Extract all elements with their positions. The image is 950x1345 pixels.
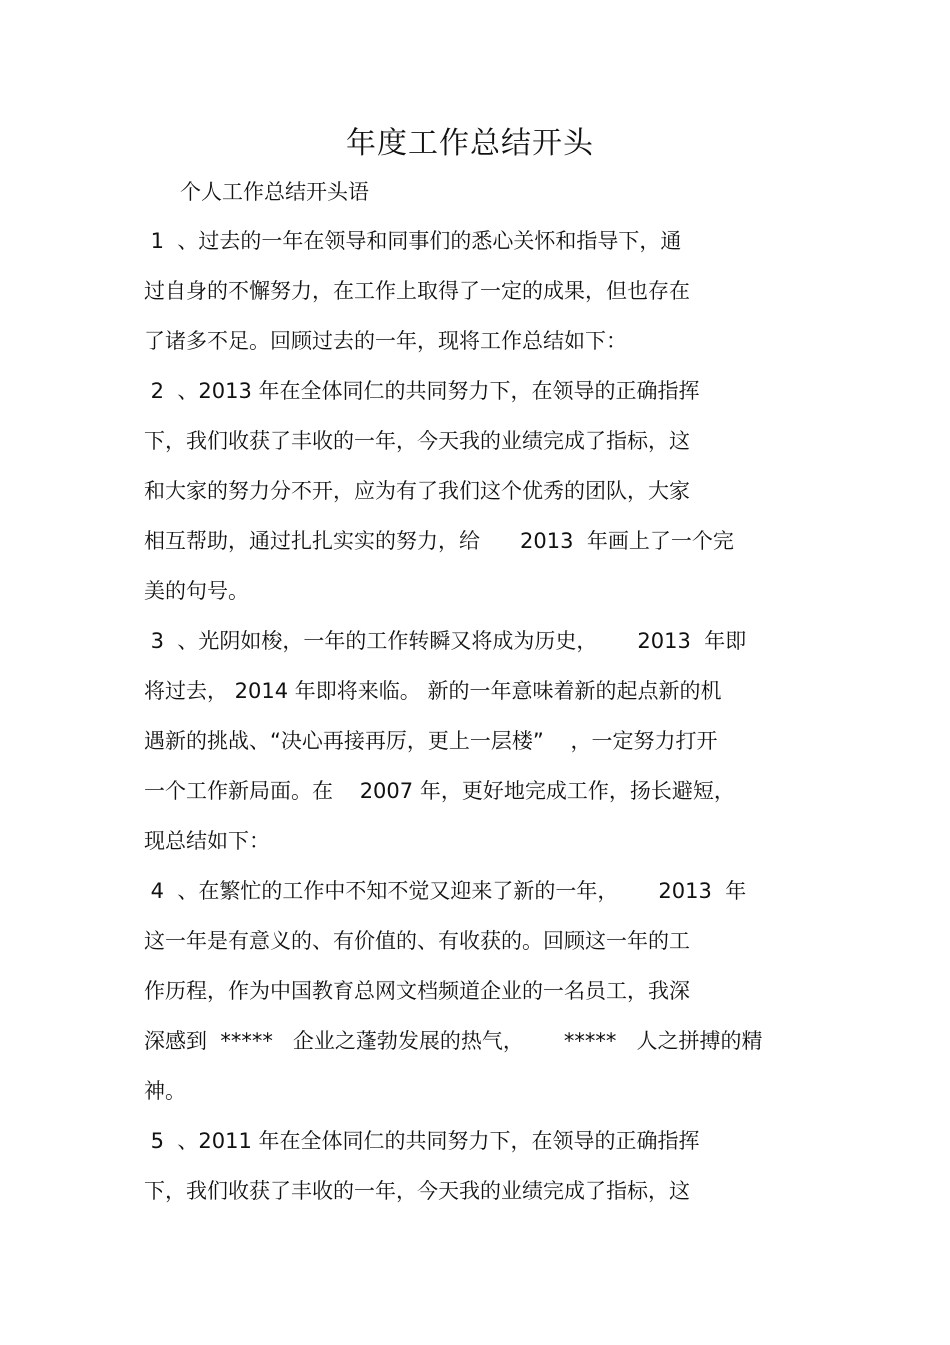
document-subtitle: 个人工作总结开头语 (180, 180, 369, 204)
body-line: 美的句号。 (144, 579, 249, 603)
body-line: 作历程，作为中国教育总网文档频道企业的一名员工，我深 (144, 979, 690, 1003)
body-line: 4 、在繁忙的工作中不知不觉又迎来了新的一年， 2013 年 (144, 879, 747, 903)
body-line: 3 、光阴如梭，一年的工作转瞬又将成为历史， 2013 年即 (144, 629, 747, 653)
body-line: 现总结如下： (144, 829, 270, 853)
body-line: 相互帮助，通过扎扎实实的努力，给 2013 年画上了一个完 (144, 529, 734, 553)
body-line: 深感到 ***** 企业之蓬勃发展的热气， ***** 人之拼搏的精 (144, 1029, 763, 1053)
body-line: 遇新的挑战、“决心再接再厉，更上一层楼” ，一定努力打开 (144, 729, 718, 753)
document-title: 年度工作总结开头 (346, 126, 594, 161)
body-line: 一个工作新局面。在 2007 年，更好地完成工作，扬长避短， (144, 779, 735, 803)
body-line: 5 、2011 年在全体同仁的共同努力下，在领导的正确指挥 (144, 1129, 700, 1153)
body-line: 下，我们收获了丰收的一年，今天我的业绩完成了指标，这 (144, 429, 690, 453)
body-line: 神。 (144, 1079, 186, 1103)
body-line: 了诸多不足。回顾过去的一年，现将工作总结如下： (144, 329, 627, 353)
body-line: 和大家的努力分不开，应为有了我们这个优秀的团队，大家 (144, 479, 690, 503)
body-line: 过自身的不懈努力，在工作上取得了一定的成果，但也存在 (144, 279, 690, 303)
body-line: 将过去， 2014 年即将来临。 新的一年意味着新的起点新的机 (144, 679, 722, 703)
body-line: 这一年是有意义的、有价值的、有收获的。回顾这一年的工 (144, 929, 690, 953)
body-line: 1 、过去的一年在领导和同事们的悉心关怀和指导下，通 (144, 229, 682, 253)
body-line: 2 、2013 年在全体同仁的共同努力下，在领导的正确指挥 (144, 379, 700, 403)
body-line: 下，我们收获了丰收的一年，今天我的业绩完成了指标，这 (144, 1179, 690, 1203)
